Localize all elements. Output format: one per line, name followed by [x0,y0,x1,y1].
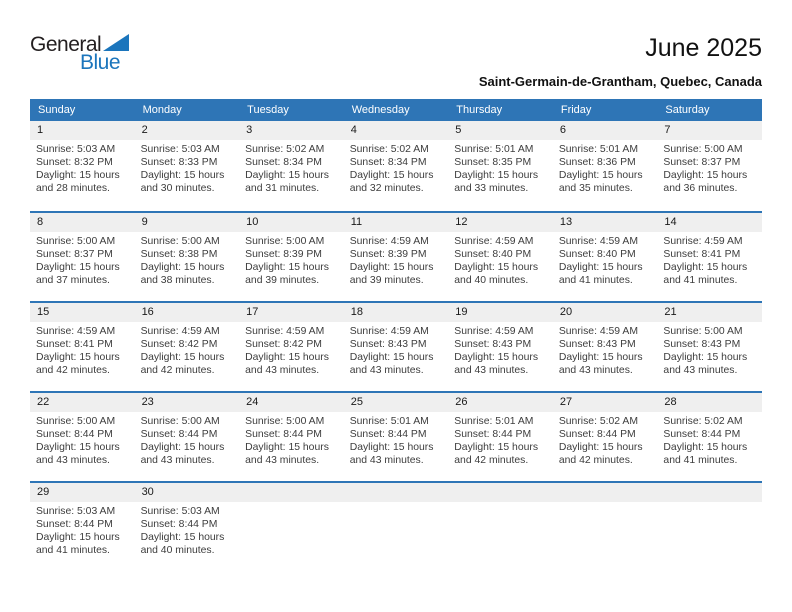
day-number: 7 [657,121,762,140]
calendar-week-row [30,481,762,571]
day-details [448,232,553,287]
logo-triangle-icon [103,34,129,51]
day-sunrise: Sunrise: 5:00 AM [663,325,743,337]
day-details [30,140,135,195]
day-number: 28 [657,393,762,412]
day-number: 4 [344,121,449,140]
calendar-day-cell [553,213,658,301]
weekday-saturday: Saturday [665,103,710,116]
day-details [344,412,449,467]
day-daylight: Daylight: 15 hours and 38 minutes. [140,261,225,286]
day-sunrise: Sunrise: 5:02 AM [349,143,429,155]
weekday-tuesday: Tuesday [247,103,289,116]
day-number: 18 [344,303,449,322]
day-daylight: Daylight: 15 hours and 41 minutes. [663,441,748,466]
day-number [344,483,449,502]
day-sunset: Sunset: 8:41 PM [36,338,113,350]
calendar-week-row [30,391,762,481]
day-details [135,140,240,195]
day-sunrise: Sunrise: 5:03 AM [36,143,116,155]
calendar-day-cell-empty [344,483,449,571]
calendar [30,99,762,571]
calendar-day-cell [553,121,658,211]
calendar-day-cell [657,303,762,391]
calendar-day-cell [30,121,135,211]
calendar-day-cell-empty [553,483,658,571]
day-number: 10 [239,213,344,232]
day-daylight: Daylight: 15 hours and 43 minutes. [36,441,120,466]
day-sunset: Sunset: 8:39 PM [245,248,322,260]
day-number [657,483,762,502]
day-sunset: Sunset: 8:38 PM [140,248,218,260]
day-sunrise: Sunrise: 4:59 AM [349,235,429,247]
top-bar [30,0,762,89]
day-details [135,322,240,377]
day-details [448,322,553,377]
day-sunrise: Sunrise: 5:00 AM [36,415,116,427]
day-sunset: Sunset: 8:43 PM [454,338,532,350]
day-details [657,322,762,377]
day-details [344,232,449,287]
day-sunrise: Sunrise: 5:00 AM [140,235,220,247]
day-sunrise: Sunrise: 5:01 AM [558,143,638,155]
day-sunset: Sunset: 8:34 PM [245,156,322,168]
calendar-day-cell [30,213,135,301]
calendar-day-cell-empty [239,483,344,571]
calendar-day-cell [448,121,553,211]
calendar-day-cell [135,303,240,391]
day-number: 25 [344,393,449,412]
day-details [553,140,658,195]
calendar-day-cell-empty [657,483,762,571]
day-sunset: Sunset: 8:35 PM [454,156,532,168]
calendar-day-cell [657,213,762,301]
weekday-monday: Monday [142,103,182,116]
day-daylight: Daylight: 15 hours and 43 minutes. [454,351,539,376]
calendar-week-row [30,211,762,301]
calendar-day-cell [448,213,553,301]
day-details [657,140,762,195]
day-details [448,140,553,195]
calendar-day-cell [553,393,658,481]
day-sunset: Sunset: 8:44 PM [140,518,218,530]
calendar-day-cell [239,393,344,481]
day-sunset: Sunset: 8:37 PM [36,248,113,260]
day-number: 19 [448,303,553,322]
calendar-day-cell [239,213,344,301]
day-daylight: Daylight: 15 hours and 30 minutes. [140,169,225,194]
day-details [239,232,344,287]
day-details [135,412,240,467]
day-number: 15 [30,303,135,322]
day-sunset: Sunset: 8:44 PM [663,428,741,440]
day-details [239,140,344,195]
calendar-day-cell [239,303,344,391]
day-daylight: Daylight: 15 hours and 43 minutes. [349,351,434,376]
day-details [30,322,135,377]
day-sunset: Sunset: 8:44 PM [349,428,427,440]
day-sunrise: Sunrise: 5:00 AM [140,415,220,427]
weekday-sunday: Sunday [38,103,76,116]
day-sunset: Sunset: 8:44 PM [36,428,113,440]
day-sunrise: Sunrise: 4:59 AM [558,235,638,247]
day-daylight: Daylight: 15 hours and 41 minutes. [36,531,120,556]
day-sunrise: Sunrise: 4:59 AM [140,325,220,337]
day-sunset: Sunset: 8:43 PM [663,338,741,350]
day-details [344,140,449,195]
day-details [657,232,762,287]
calendar-day-cell [448,303,553,391]
day-sunrise: Sunrise: 4:59 AM [663,235,743,247]
day-number: 2 [135,121,240,140]
day-daylight: Daylight: 15 hours and 33 minutes. [454,169,539,194]
day-details [30,232,135,287]
day-daylight: Daylight: 15 hours and 42 minutes. [140,351,225,376]
logo-text-general: General [30,33,102,56]
day-sunrise: Sunrise: 5:00 AM [245,235,325,247]
calendar-week-row [30,121,762,211]
calendar-day-cell [135,213,240,301]
day-daylight: Daylight: 15 hours and 31 minutes. [245,169,329,194]
day-daylight: Daylight: 15 hours and 41 minutes. [663,261,748,286]
day-details [657,502,762,505]
day-sunrise: Sunrise: 5:02 AM [558,415,638,427]
day-details [553,502,658,505]
day-number [553,483,658,502]
day-daylight: Daylight: 15 hours and 39 minutes. [245,261,329,286]
day-daylight: Daylight: 15 hours and 43 minutes. [140,441,225,466]
day-daylight: Daylight: 15 hours and 40 minutes. [140,531,225,556]
day-details [448,502,553,505]
day-daylight: Daylight: 15 hours and 37 minutes. [36,261,120,286]
day-daylight: Daylight: 15 hours and 42 minutes. [36,351,120,376]
weekday-friday: Friday [560,103,592,116]
day-number [239,483,344,502]
calendar-day-cell [30,483,135,571]
day-sunset: Sunset: 8:34 PM [349,156,427,168]
calendar-day-cell [448,393,553,481]
weekday-wednesday: Wednesday [351,103,410,116]
day-number: 26 [448,393,553,412]
day-sunset: Sunset: 8:44 PM [36,518,113,530]
weekday-header-row [30,99,762,121]
day-number: 8 [30,213,135,232]
day-daylight: Daylight: 15 hours and 28 minutes. [36,169,120,194]
day-sunrise: Sunrise: 5:03 AM [36,505,116,517]
calendar-day-cell [30,303,135,391]
day-sunrise: Sunrise: 5:01 AM [349,415,429,427]
day-number: 21 [657,303,762,322]
day-sunset: Sunset: 8:37 PM [663,156,741,168]
day-daylight: Daylight: 15 hours and 43 minutes. [663,351,748,376]
day-sunset: Sunset: 8:40 PM [454,248,532,260]
day-daylight: Daylight: 15 hours and 42 minutes. [558,441,643,466]
day-daylight: Daylight: 15 hours and 39 minutes. [349,261,434,286]
day-number: 30 [135,483,240,502]
calendar-weeks [30,121,762,571]
day-sunrise: Sunrise: 4:59 AM [245,325,325,337]
day-number: 6 [553,121,658,140]
day-sunset: Sunset: 8:44 PM [140,428,218,440]
day-number: 24 [239,393,344,412]
day-number: 11 [344,213,449,232]
day-number: 17 [239,303,344,322]
general-blue-logo [30,34,129,73]
day-sunrise: Sunrise: 5:01 AM [454,415,534,427]
day-number: 23 [135,393,240,412]
weekday-thursday: Thursday [456,103,503,116]
location-subtitle: Saint-Germain-de-Grantham, Quebec, Canada [478,73,762,89]
calendar-day-cell [344,121,449,211]
day-daylight: Daylight: 15 hours and 36 minutes. [663,169,748,194]
day-details [344,322,449,377]
day-number: 16 [135,303,240,322]
day-daylight: Daylight: 15 hours and 43 minutes. [558,351,643,376]
day-sunset: Sunset: 8:44 PM [454,428,532,440]
day-number: 13 [553,213,658,232]
day-number: 9 [135,213,240,232]
day-details [553,232,658,287]
day-details [239,322,344,377]
day-daylight: Daylight: 15 hours and 41 minutes. [558,261,643,286]
day-details [30,412,135,467]
day-sunset: Sunset: 8:42 PM [140,338,218,350]
day-sunrise: Sunrise: 4:59 AM [349,325,429,337]
day-details [30,502,135,557]
day-details [344,502,449,505]
calendar-day-cell-empty [448,483,553,571]
day-number: 20 [553,303,658,322]
calendar-week-row [30,301,762,391]
day-sunset: Sunset: 8:42 PM [245,338,322,350]
day-sunrise: Sunrise: 5:00 AM [245,415,325,427]
calendar-day-cell [30,393,135,481]
day-details [657,412,762,467]
day-daylight: Daylight: 15 hours and 35 minutes. [558,169,643,194]
calendar-day-cell [135,393,240,481]
calendar-day-cell [239,121,344,211]
day-number: 12 [448,213,553,232]
day-daylight: Daylight: 15 hours and 40 minutes. [454,261,539,286]
calendar-day-cell [135,483,240,571]
day-number: 1 [30,121,135,140]
day-sunset: Sunset: 8:44 PM [558,428,636,440]
day-sunset: Sunset: 8:43 PM [349,338,427,350]
day-daylight: Daylight: 15 hours and 43 minutes. [245,351,329,376]
day-details [553,322,658,377]
day-daylight: Daylight: 15 hours and 32 minutes. [349,169,434,194]
day-sunrise: Sunrise: 4:59 AM [454,325,534,337]
day-sunset: Sunset: 8:44 PM [245,428,322,440]
page-title: June 2025 [645,34,762,62]
calendar-day-cell [657,393,762,481]
calendar-day-cell [344,303,449,391]
day-sunset: Sunset: 8:39 PM [349,248,427,260]
day-sunset: Sunset: 8:36 PM [558,156,636,168]
calendar-day-cell [344,213,449,301]
day-sunset: Sunset: 8:32 PM [36,156,113,168]
day-details [135,502,240,557]
day-daylight: Daylight: 15 hours and 42 minutes. [454,441,539,466]
day-sunrise: Sunrise: 4:59 AM [558,325,638,337]
day-details [239,502,344,505]
day-sunset: Sunset: 8:33 PM [140,156,218,168]
day-daylight: Daylight: 15 hours and 43 minutes. [245,441,329,466]
day-sunrise: Sunrise: 5:02 AM [245,143,325,155]
day-number: 22 [30,393,135,412]
day-sunset: Sunset: 8:40 PM [558,248,636,260]
day-sunset: Sunset: 8:41 PM [663,248,741,260]
calendar-day-cell [657,121,762,211]
day-number: 27 [553,393,658,412]
day-sunrise: Sunrise: 4:59 AM [454,235,534,247]
calendar-day-cell [344,393,449,481]
day-number [448,483,553,502]
calendar-day-cell [553,303,658,391]
day-sunrise: Sunrise: 5:01 AM [454,143,534,155]
day-number: 3 [239,121,344,140]
day-number: 29 [30,483,135,502]
day-daylight: Daylight: 15 hours and 43 minutes. [349,441,434,466]
calendar-day-cell [135,121,240,211]
day-sunset: Sunset: 8:43 PM [558,338,636,350]
day-number: 5 [448,121,553,140]
day-sunrise: Sunrise: 5:03 AM [140,505,220,517]
day-details [553,412,658,467]
day-sunrise: Sunrise: 5:03 AM [140,143,220,155]
day-sunrise: Sunrise: 5:00 AM [36,235,116,247]
day-details [448,412,553,467]
day-sunrise: Sunrise: 4:59 AM [36,325,116,337]
day-sunrise: Sunrise: 5:00 AM [663,143,743,155]
day-details [239,412,344,467]
day-number: 14 [657,213,762,232]
day-sunrise: Sunrise: 5:02 AM [663,415,743,427]
logo-text-blue: Blue [80,51,121,74]
day-details [135,232,240,287]
